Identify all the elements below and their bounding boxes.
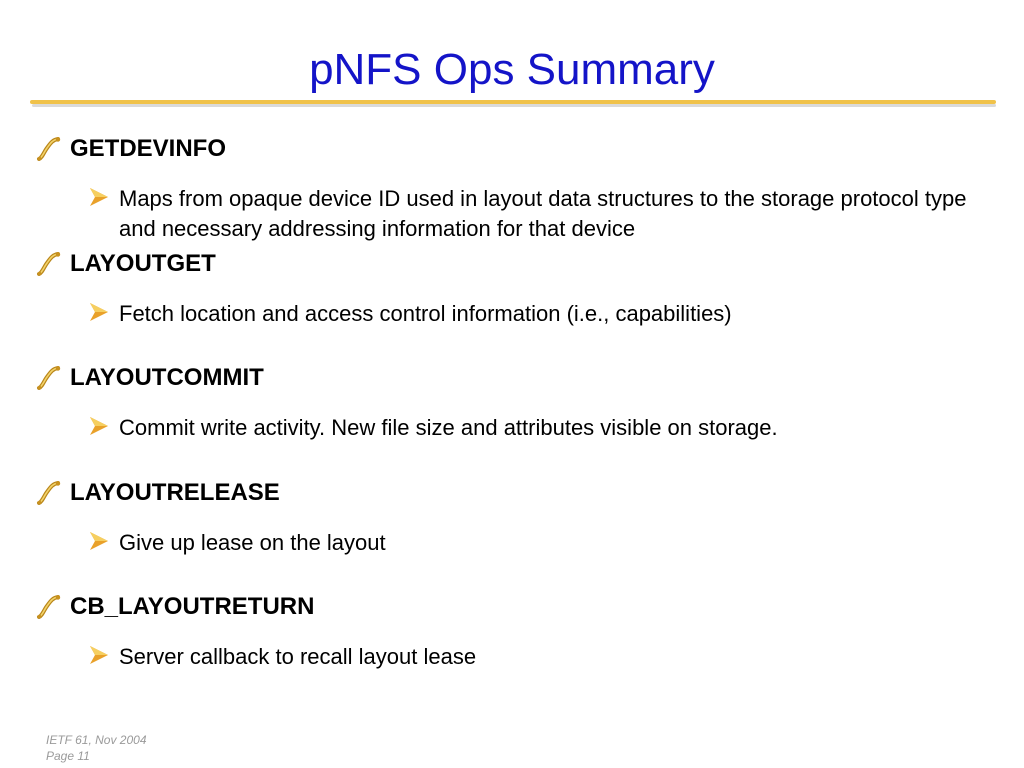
item-heading: CB_LAYOUTRETURN	[70, 593, 315, 620]
item-heading: LAYOUTGET	[70, 249, 216, 277]
footer-page-number: Page 11	[46, 749, 90, 763]
title-rule-shadow	[32, 104, 996, 107]
item-detail: Fetch location and access control information (i.e., capabilities)	[119, 300, 732, 326]
item-detail: Maps from opaque device ID used in layout data structures to the storage protocol type and necessary addressing information for that device	[119, 186, 967, 241]
item-heading: LAYOUTCOMMIT	[70, 364, 264, 391]
swirl-icon	[36, 251, 62, 277]
list-item	[36, 361, 996, 476]
item-detail: Server callback to recall layout lease	[119, 644, 477, 669]
list-item	[36, 590, 996, 705]
detail-row	[88, 413, 968, 443]
heading-row	[36, 590, 314, 624]
item-detail: Give up lease on the layout	[119, 529, 386, 555]
arrow-icon	[88, 186, 110, 208]
detail-row	[88, 642, 968, 672]
list-item	[36, 476, 996, 591]
arrow-icon	[88, 301, 110, 323]
title-rule	[30, 100, 996, 104]
list-item	[36, 247, 996, 362]
heading-row	[36, 361, 264, 395]
heading-row	[36, 247, 216, 281]
swirl-icon	[36, 136, 62, 162]
list-item	[36, 132, 996, 247]
arrow-icon	[88, 415, 110, 437]
heading-row	[36, 476, 280, 510]
item-heading: LAYOUTRELEASE	[70, 478, 280, 506]
item-detail: Commit write activity. New file size and attributes visible on storage.	[119, 415, 778, 440]
swirl-icon	[36, 365, 62, 391]
page-title: pNFS Ops Summary	[309, 45, 715, 94]
bullet-list	[36, 132, 996, 705]
item-heading: GETDEVINFO	[70, 135, 227, 162]
swirl-icon	[36, 480, 62, 506]
slide-footer	[46, 732, 147, 764]
arrow-icon	[88, 644, 110, 666]
footer-event: IETF 61, Nov 2004	[46, 733, 147, 747]
swirl-icon	[36, 594, 62, 620]
heading-row	[36, 132, 226, 166]
detail-row	[88, 184, 968, 244]
detail-row	[88, 299, 968, 329]
arrow-icon	[88, 530, 110, 552]
detail-row	[88, 528, 968, 558]
